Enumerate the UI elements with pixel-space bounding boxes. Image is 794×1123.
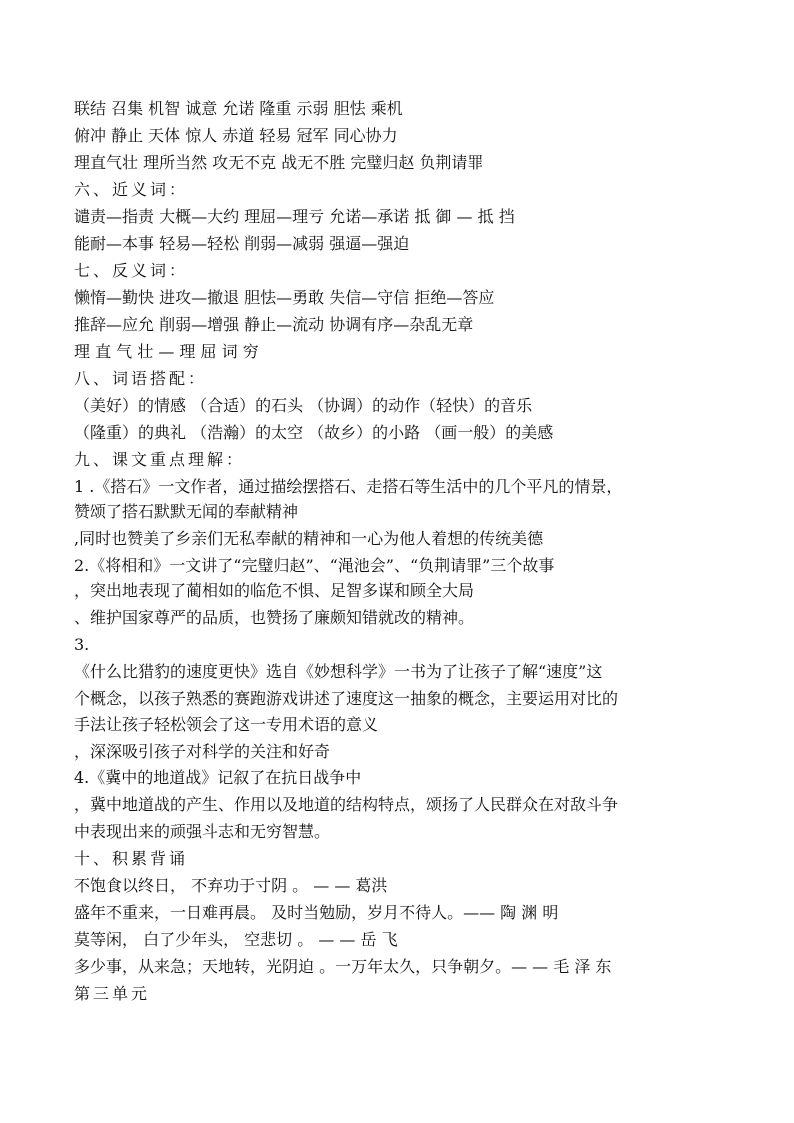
section-heading-synonyms: 六、近义词： (74, 180, 189, 199)
key-point-text: 4.《冀中的地道战》记叙了在抗日战争中 (74, 768, 362, 787)
synonym-line-1: 谴责—指责 大概—大约 理屈—理亏 允诺—承诺 抵 御 — 抵 挡 (74, 207, 515, 226)
key-point-text: 个概念，以孩子熟悉的赛跑游戏讲述了速度这一抽象的概念，主要运用对比的 (74, 689, 619, 708)
antonym-line-2: 推辞—应允 削弱—增强 静止—流动 协调有序—杂乱无章 (74, 315, 474, 334)
key-point-text: 《什么比猎豹的速度更快》选自《妙想科学》一书为了让孩子了解“速度”这 (74, 662, 603, 681)
quote-line-2: 盛年不重来，一日难再晨。 及时当勉励，岁月不待人。—— 陶 渊 明 (74, 903, 559, 922)
key-point-text: 2.《将相和》一文讲了“完璧归赵”、“渑池会”、“负荆请罪”三个故事 (74, 556, 555, 575)
key-point-text: 手法让孩子轻松领会了这一专用术语的意义 (74, 715, 379, 734)
vocab-line-2: 俯冲 静止 天体 惊人 赤道 轻易 冠军 同心协力 (74, 126, 398, 145)
section-heading-key-points: 九、课文重点理解： (74, 450, 246, 469)
antonym-line-1: 懒惰—勤快 进攻—撤退 胆怯—勇敢 失信—守信 拒绝—答应 (74, 288, 495, 307)
vocab-line-1: 联结 召集 机智 诚意 允诺 隆重 示弱 胆怯 乘机 (74, 99, 403, 118)
key-point-text: ，深深吸引孩子对科学的关注和好奇 (74, 742, 331, 761)
quote-line-3: 莫等闲， 白了少年头， 空悲切 。 — — 岳 飞 (74, 930, 398, 949)
synonym-line-2: 能耐—本事 轻易—轻松 削弱—减弱 强逼—强迫 (74, 234, 410, 253)
key-point-text: ,同时也赞美了乡亲们无私奉献的精神和一心为他人着想的传统美德 (74, 529, 544, 548)
antonym-line-3: 理 直 气 壮 — 理 屈 词 穷 (74, 342, 259, 361)
section-heading-recitation: 十、积累背诵 (74, 849, 189, 868)
key-point-text: 1 .《搭石》一文作者，通过描绘摆搭石、走搭石等生活中的几个平凡的情景， (74, 477, 623, 496)
section-heading-antonyms: 七、反义词： (74, 261, 189, 280)
key-point-number: 3. (74, 635, 90, 654)
collocation-line-1: （美好）的情感 （合适）的石头 （协调）的动作（轻快）的音乐 (74, 396, 533, 415)
idiom-line: 理直气壮 理所当然 攻无不克 战无不胜 完璧归赵 负荆请罪 (74, 153, 484, 172)
quote-line-4: 多少事，从来急；天地转，光阴迫 。一万年太久，只争朝夕。— — 毛 泽 东 (74, 957, 612, 976)
quote-line-1: 不饱食以终日， 不弃功于寸阴 。 — — 葛洪 (74, 876, 388, 895)
key-point-text: ，冀中地道战的产生、作用以及地道的结构特点，颂扬了人民群众在对敌斗争 (74, 795, 619, 814)
key-point-text: 中表现出来的顽强斗志和无穷智慧。 (74, 822, 331, 841)
collocation-line-2: （隆重）的典礼 （浩瀚）的太空 （故乡）的小路 （画一般）的美感 (74, 423, 554, 442)
key-point-text: 、维护国家尊严的品质，也赞扬了廉颇知错就改的精神。 (74, 608, 475, 627)
key-point-text: ，突出地表现了蔺相如的临危不惧、足智多谋和顾全大局 (74, 581, 475, 600)
unit-heading: 第三单元 (74, 984, 151, 1003)
key-point-text: 赞颂了搭石默默无闻的奉献精神 (74, 502, 299, 521)
section-heading-collocations: 八、词语搭配： (74, 369, 208, 388)
